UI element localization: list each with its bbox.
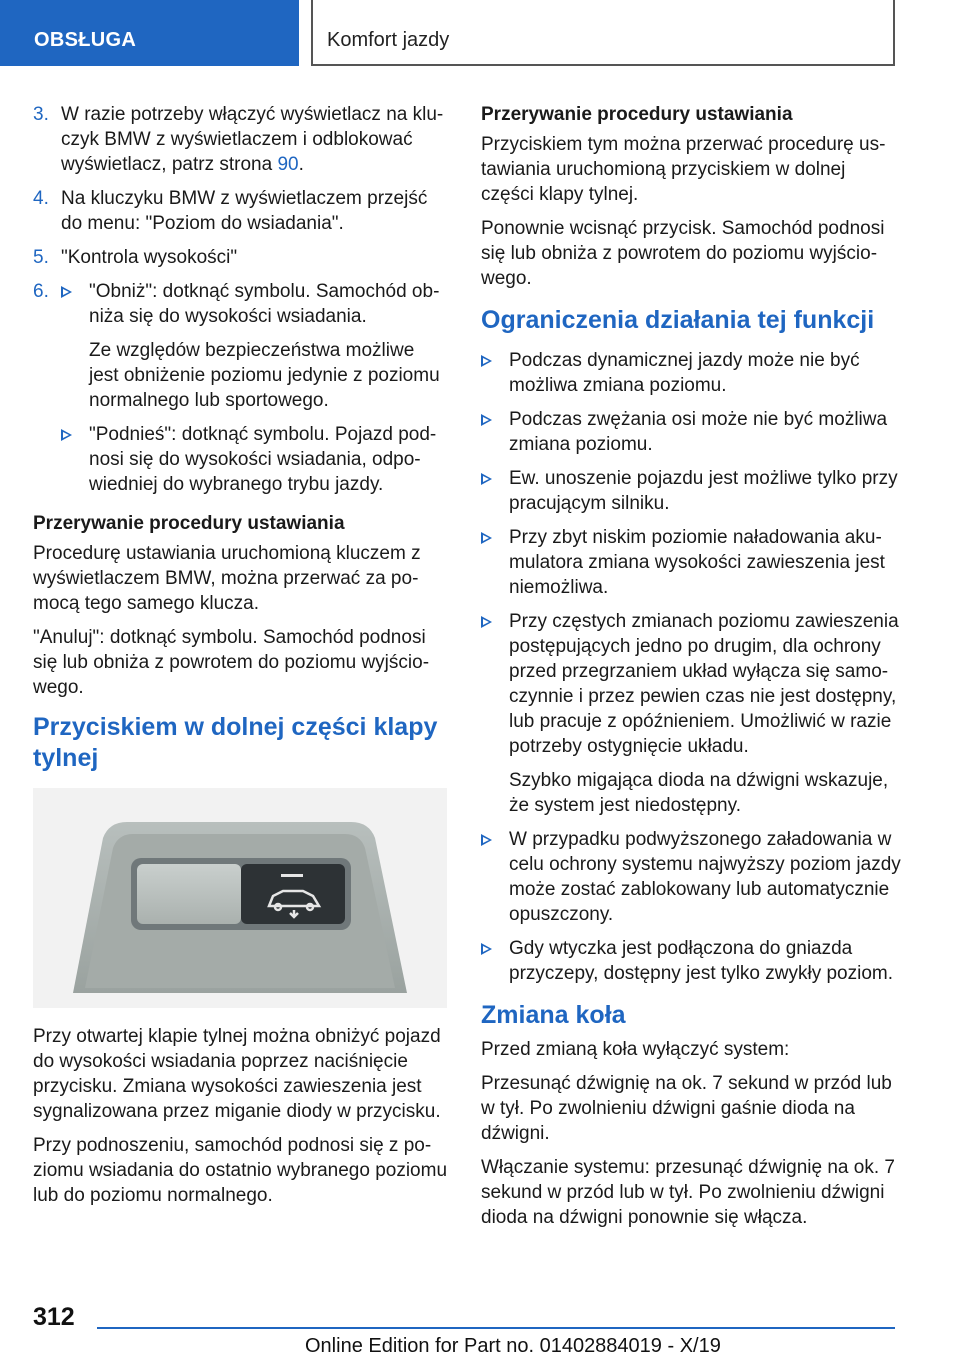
section-heading: Przyciskiem w dolnej części klapy tylnej <box>33 713 438 772</box>
bullet-triangle-icon <box>61 429 72 441</box>
paragraph: Procedurę ustawiania uruchomioną kluczem z wyświetlaczem BMW, można przerwać za pomocą tego samego klucza. <box>33 543 421 614</box>
wheel-heading: Zmiana koła <box>481 1001 626 1029</box>
abort-heading: Przerywanie procedury ustawiania <box>33 513 345 534</box>
limit-item <box>481 407 901 457</box>
limit-text: Przy zbyt niskim poziomie naładowania akumulatora zmiana wysokości zawieszenia jest niemożliwa. <box>509 527 885 598</box>
step-number: 6. <box>33 281 49 302</box>
limit-item <box>481 827 901 927</box>
limit-item <box>481 348 901 398</box>
limit-text: Ew. unoszenie pojazdu jest możliwe tylko przy pracującym silniku. <box>509 468 898 514</box>
bullet-triangle-icon <box>481 414 492 426</box>
paragraph: Przyciskiem tym można przerwać procedurę ustawiania uruchomioną przyciskiem w dolnej części klapy tylnej. <box>481 134 886 205</box>
step-text: "Kontrola wysokości" <box>61 247 238 268</box>
bullet-text: "Obniż": dotknąć symbolu. Samochód obniża się do wysokości wsiadania. <box>89 281 440 327</box>
bullet-triangle-icon <box>481 473 492 485</box>
limit-item <box>481 525 901 600</box>
limit-text: Podczas dynamicznej jazdy może nie być możliwa zmiana poziomu. <box>509 350 860 396</box>
step-text: Na kluczyku BMW z wyświetlaczem przejść do menu: "Poziom do wsiadania". <box>61 188 428 234</box>
limits-heading: Ograniczenia działania tej funkcji <box>481 306 875 334</box>
section-title: OBSŁUGA <box>34 29 137 51</box>
bullet-raise <box>61 422 449 497</box>
limit-text: Przy częstych zmianach poziomu zawieszenia postępujących jedno po drugim, dla ochrony przed przegrzaniem układ wyłącza się samoczynnie i przez pewien czas nie jest dostępny, lub pracuje z opóźnieniem. Umożliwić w razie potrzeby ostygnięcie układu. <box>509 611 899 757</box>
limit-note: Szybko migająca dioda na dźwigni wskazuje, że system jest niedostępny. <box>509 770 889 816</box>
bullet-triangle-icon <box>481 532 492 544</box>
limit-text: W przypadku podwyższonego załadowania w celu ochrony systemu najwyższy poziom jazdy może zostać zablokowany lub automatycznie opuszczony. <box>509 829 901 925</box>
chapter-tab <box>311 0 895 66</box>
bullet-triangle-icon <box>481 943 492 955</box>
step-3 <box>33 102 449 177</box>
step-5 <box>33 245 449 270</box>
limit-text: Gdy wtyczka jest podłączona do gniazda przyczepy, dostępny jest tylko zwykły poziom. <box>509 938 894 984</box>
paragraph: Włączanie systemu: przesunąć dźwignię na ok. 7 sekund w przód lub w tył. Po zwolnieniu dźwigni dioda na dźwigni ponownie się włącza. <box>481 1157 895 1228</box>
step-6 <box>33 279 449 497</box>
bullet-triangle-icon <box>61 286 72 298</box>
limit-item <box>481 609 901 818</box>
step-number: 4. <box>33 188 49 209</box>
limit-item <box>481 936 901 986</box>
led-indicator <box>281 874 303 877</box>
footer-rule <box>97 1327 895 1329</box>
right-column <box>481 102 901 1239</box>
tailgate-button-illustration <box>33 788 447 1008</box>
step-number: 3. <box>33 104 49 125</box>
step-text-end: . <box>298 154 304 175</box>
bullet-text: "Podnieś": dotknąć symbolu. Pojazd podnosi się do wysokości wsiadania, odpowiedniej do wybranego trybu jazdy. <box>89 424 437 495</box>
page-number: 312 <box>33 1303 75 1331</box>
footer-edition: Online Edition for Part no. 01402884019 - X/19 <box>305 1335 721 1357</box>
step-4 <box>33 186 449 236</box>
step-number: 5. <box>33 247 49 268</box>
bullet-note: Ze względów bezpieczeństwa możliwe jest obniżenie poziomu jedynie z poziomu normalnego lub sportowego. <box>89 340 440 411</box>
limit-item <box>481 466 901 516</box>
page-link[interactable]: 90 <box>277 154 299 175</box>
bullet-triangle-icon <box>481 355 492 367</box>
bullet-lower <box>61 279 449 413</box>
paragraph: Przed zmianą koła wyłączyć system: <box>481 1039 790 1060</box>
paragraph: Ponownie wcisnąć przycisk. Samochód podnosi się lub obniża z powrotem do poziomu wyjściowego. <box>481 218 885 289</box>
paragraph: "Anuluj": dotknąć symbolu. Samochód podnosi się lub obniża z powrotem do poziomu wyjściowego. <box>33 627 430 698</box>
left-column <box>33 102 449 1217</box>
bullet-triangle-icon <box>481 616 492 628</box>
section-tab <box>0 0 299 66</box>
limit-text: Podczas zwężania osi może nie być możliwa zmiana poziomu. <box>509 409 888 455</box>
abort-heading: Przerywanie procedury ustawiania <box>481 104 793 125</box>
step-text: W razie potrzeby włączyć wyświetlacz na kluczyk BMW z wyświetlaczem i odblokować wyświetlacz, patrz strona <box>61 104 444 175</box>
paragraph: Przy otwartej klapie tylnej można obniżyć pojazd do wysokości wsiadania poprzez naciśnięcie przycisku. Zmiana wysokości zawieszenia jest sygnalizowana przez miganie diody w przycisku. <box>33 1026 441 1122</box>
paragraph: Przy podnoszeniu, samochód podnosi się z poziomu wsiadania do ostatnio wybranego poziomu lub do poziomu normalnego. <box>33 1135 448 1206</box>
chapter-title: Komfort jazdy <box>327 29 450 51</box>
bullet-triangle-icon <box>481 834 492 846</box>
paragraph: Przesunąć dźwignię na ok. 7 sekund w przód lub w tył. Po zwolnieniu dźwigni gaśnie dioda na dźwigni. <box>481 1073 892 1144</box>
tailgate-button-photo <box>33 788 447 1008</box>
